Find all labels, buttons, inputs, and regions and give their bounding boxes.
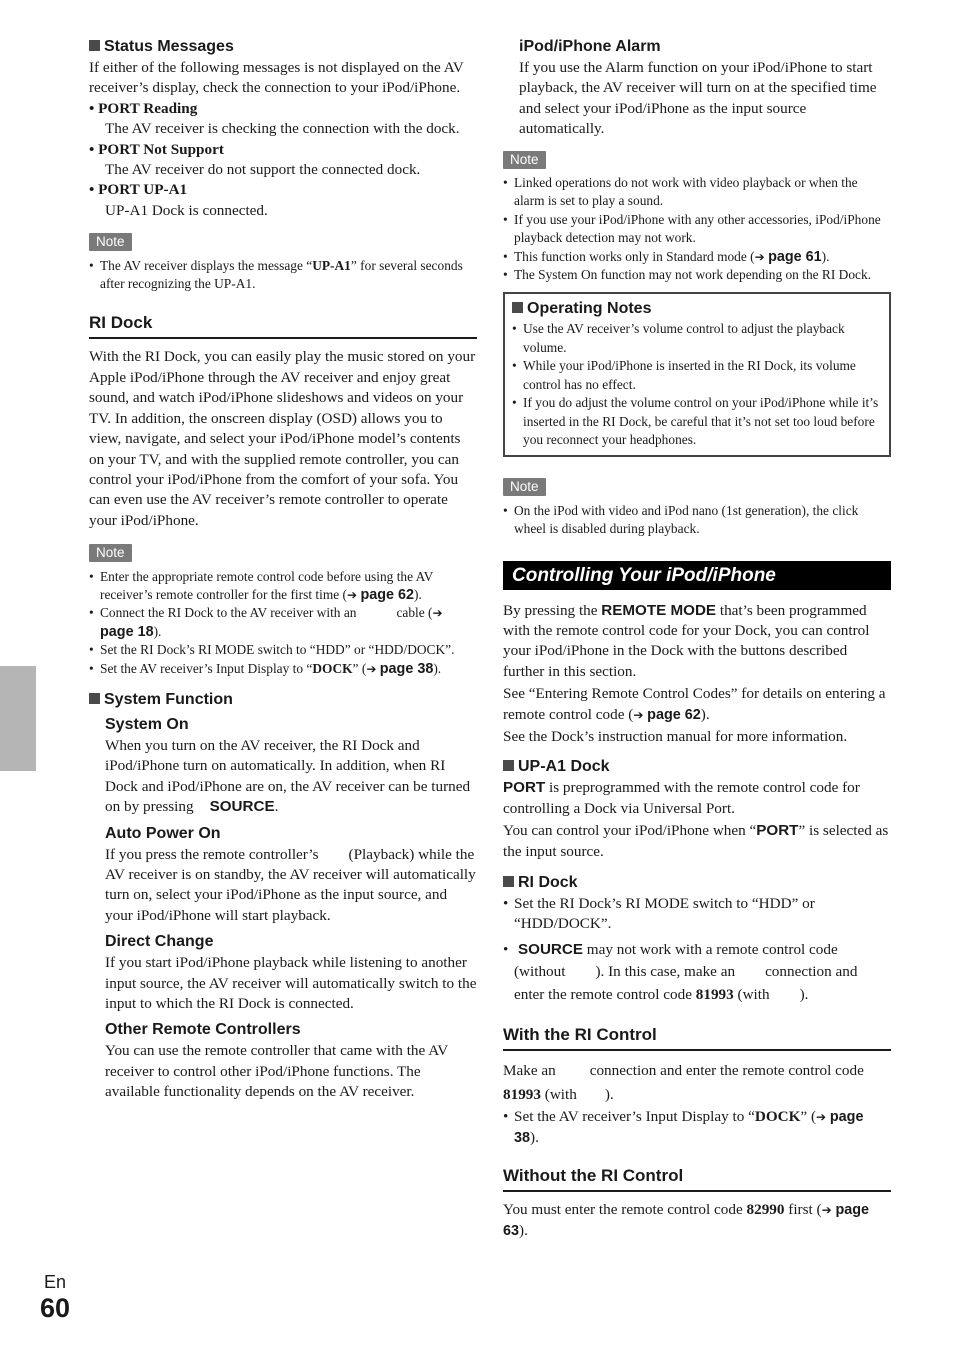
system-on-text: When you turn on the AV receiver, the RI Dock and iPod/iPhone turn on automatically. In addition, when RI Dock and iPod/iPhone are on, the AV receiver can be turned on by pressing SOURCE. (105, 736, 471, 816)
note-item: • The AV receiver displays the message “UP-A1” for several seconds after recognizing the UP-A1. (89, 257, 477, 294)
page-ref-link[interactable]: page 63 (503, 1202, 870, 1239)
note-tag: Note (503, 151, 546, 169)
without-ri-control-heading: Without the RI Control (503, 1164, 891, 1192)
ri-dock-body: With the RI Dock, you can easily play the music stored on your Apple iPod/iPhone through the AV receiver and enjoy great sound, and watch iPod/iPhone slideshows and videos on your TV. In addition, the onscreen display (OSD) allows you to view, navigate, and select your iPod/iPhone model’s contents on your TV, and with the supplied remote controller, you can control your iPod/iPhone from the comfort of your sofa. You can even use the AV receiver’s remote controller to operate your iPod/iPhone. (89, 348, 476, 529)
section-side-tab (0, 666, 36, 771)
note-tag: Note (503, 478, 546, 496)
system-function-heading: System Function (89, 689, 477, 711)
auto-power-on-title: Auto Power On (105, 824, 221, 842)
note-tag: Note (89, 544, 132, 562)
square-bullet-icon (89, 40, 100, 51)
without-ri-text: You must enter the remote control code 82990 first (➔ page 63). (503, 1201, 870, 1239)
list-item: • Set the RI Dock’s RI MODE switch to “HDD” or “HDD/DOCK”. (503, 894, 891, 935)
page-ref-link[interactable]: page 61 (768, 248, 822, 265)
port-reading-text: The AV receiver is checking the connection with the dock. (105, 120, 460, 138)
status-messages-heading: Status Messages (89, 36, 477, 58)
list-item: • While your iPod/iPhone is inserted in the RI Dock, its volume control has no effect. (512, 357, 886, 394)
ri-dock-list (503, 894, 891, 1006)
with-ri-list (503, 1107, 891, 1148)
upa1-dock-heading: UP-A1 Dock (503, 756, 891, 778)
page-language: En (44, 1272, 67, 1292)
port-upa1-label: • PORT UP-A1 (89, 181, 188, 199)
page-ref-link[interactable]: page 38 (379, 660, 434, 677)
with-ri-control-heading: With the RI Control (503, 1023, 891, 1051)
note-item: • If you use your iPod/iPhone with any other accessories, iPod/iPhone playback detection may not work. (503, 211, 891, 248)
note-item: • Connect the RI Dock to the AV receiver with an cable (➔ page 18). (89, 604, 477, 641)
operating-notes-heading: Operating Notes (512, 298, 886, 320)
arrow-right-icon: ➔ (821, 1203, 832, 1218)
left-column (89, 36, 477, 1103)
note-tag: Note (89, 233, 132, 251)
arrow-right-icon: ➔ (347, 587, 358, 602)
page-ref-link[interactable]: page 38 (514, 1109, 864, 1146)
alarm-note-list (503, 174, 891, 284)
arrow-right-icon: ➔ (432, 606, 443, 621)
square-bullet-icon (503, 760, 514, 771)
alarm-text: If you use the Alarm function on your iPod/iPhone to start playback, the AV receiver will turn on at the specified time and select your iPod/iPhone as the input source automatically. (519, 59, 877, 138)
auto-power-on-text: If you press the remote controller’s (Playback) while the AV receiver is on standby, the AV receiver will automatically turn on, select your iPod/iPhone as the input source, and your iPod/iPhone will start playback. (105, 845, 476, 924)
source-button-label: SOURCE (209, 798, 275, 816)
list-item: • Set the AV receiver’s Input Display to “DOCK” (➔ page 38). (503, 1107, 891, 1148)
click-wheel-note-list (503, 502, 891, 539)
arrow-right-icon: ➔ (754, 249, 765, 264)
port-not-support-text: The AV receiver do not support the connected dock. (105, 161, 421, 179)
note-item: • Enter the appropriate remote control code before using the AV receiver’s remote controller for the first time (➔ page 62). (89, 568, 477, 605)
system-on-title: System On (105, 715, 189, 733)
controlling-p1: By pressing the REMOTE MODE that’s been programmed with the remote control code for your Dock, you can control your iPod/iPhone in the Dock with the buttons described further in this section. (503, 601, 870, 680)
page-ref-link[interactable]: page 18 (100, 623, 154, 640)
port-not-support-label: • PORT Not Support (89, 140, 224, 158)
square-bullet-icon (89, 693, 100, 704)
page-ref-link[interactable]: page 62 (647, 706, 701, 723)
other-remote-controllers-text: You can use the remote controller that came with the AV receiver to control other iPod/iPhone functions. The available functionality depends on the AV receiver. (105, 1042, 448, 1101)
alarm-title: iPod/iPhone Alarm (519, 38, 661, 55)
square-bullet-icon (503, 876, 514, 887)
port-reading-label: • PORT Reading (89, 99, 198, 117)
direct-change-text: If you start iPod/iPhone playback while listening to another input source, the AV receiver will automatically switch to the input to which the RI Dock is connected. (105, 954, 477, 1013)
note-item: • On the iPod with video and iPod nano (1st generation), the click wheel is disabled during playback. (503, 502, 891, 539)
square-bullet-icon (512, 302, 523, 313)
arrow-right-icon: ➔ (366, 661, 377, 676)
with-ri-p1: Make an connection and enter the remote control code 81993 (with ). (503, 1062, 864, 1104)
other-remote-controllers-title: Other Remote Controllers (105, 1021, 301, 1039)
operating-notes-box (503, 292, 891, 457)
remote-mode-button-label: REMOTE MODE (601, 601, 717, 619)
upa1-p1: PORT is preprogrammed with the remote control code for controlling a Dock via Universal Port. (503, 779, 860, 817)
controlling-ipod-banner: Controlling Your iPod/iPhone (503, 561, 891, 590)
status-intro: If either of the following messages is not displayed on the AV receiver’s display, check the connection to your iPod/iPhone. (89, 59, 464, 97)
upa1-p2: You can control your iPod/iPhone when “PORT” is selected as the input source. (503, 822, 889, 860)
page-ref-link[interactable]: page 62 (360, 586, 415, 603)
list-item: • SOURCE may not work with a remote control code (without ). In this case, make an connection and enter the remote control code 81993 (with ). (503, 939, 891, 1007)
arrow-right-icon: ➔ (633, 707, 644, 722)
ri-dock-heading: RI Dock (89, 311, 477, 339)
source-button-label: SOURCE (518, 940, 583, 958)
port-button-label: PORT (756, 822, 799, 840)
note-item: • Set the AV receiver’s Input Display to “DOCK” (➔ page 38). (89, 660, 477, 678)
port-button-label: PORT (503, 779, 546, 797)
note-item: • The System On function may not work depending on the RI Dock. (503, 266, 891, 284)
status-note-list (89, 257, 477, 294)
note-item: • This function works only in Standard mode (➔ page 61). (503, 248, 891, 266)
ri-dock-subheading: RI Dock (503, 872, 891, 894)
arrow-right-icon: ➔ (816, 1110, 827, 1125)
operating-notes-list (512, 320, 886, 449)
note-item: • Linked operations do not work with video playback or when the alarm is set to play a sound. (503, 174, 891, 211)
note-item: • Set the RI Dock’s RI MODE switch to “HDD” or “HDD/DOCK”. (89, 641, 477, 659)
controlling-p3: See the Dock’s instruction manual for more information. (503, 727, 848, 745)
direct-change-title: Direct Change (105, 933, 214, 951)
port-upa1-text: UP-A1 Dock is connected. (105, 201, 268, 219)
list-item: • If you do adjust the volume control on your iPod/iPhone while it’s inserted in the RI Dock, be careful that it’s not set too loud before you reconnect your headphones. (512, 394, 886, 449)
controlling-p2: See “Entering Remote Control Codes” for details on entering a remote control code (➔ page 62). (503, 685, 886, 723)
ri-dock-note-list (89, 568, 477, 678)
list-item: • Use the AV receiver’s volume control to adjust the playback volume. (512, 320, 886, 357)
page-number: 60 (40, 1293, 71, 1323)
right-column (503, 36, 891, 1241)
